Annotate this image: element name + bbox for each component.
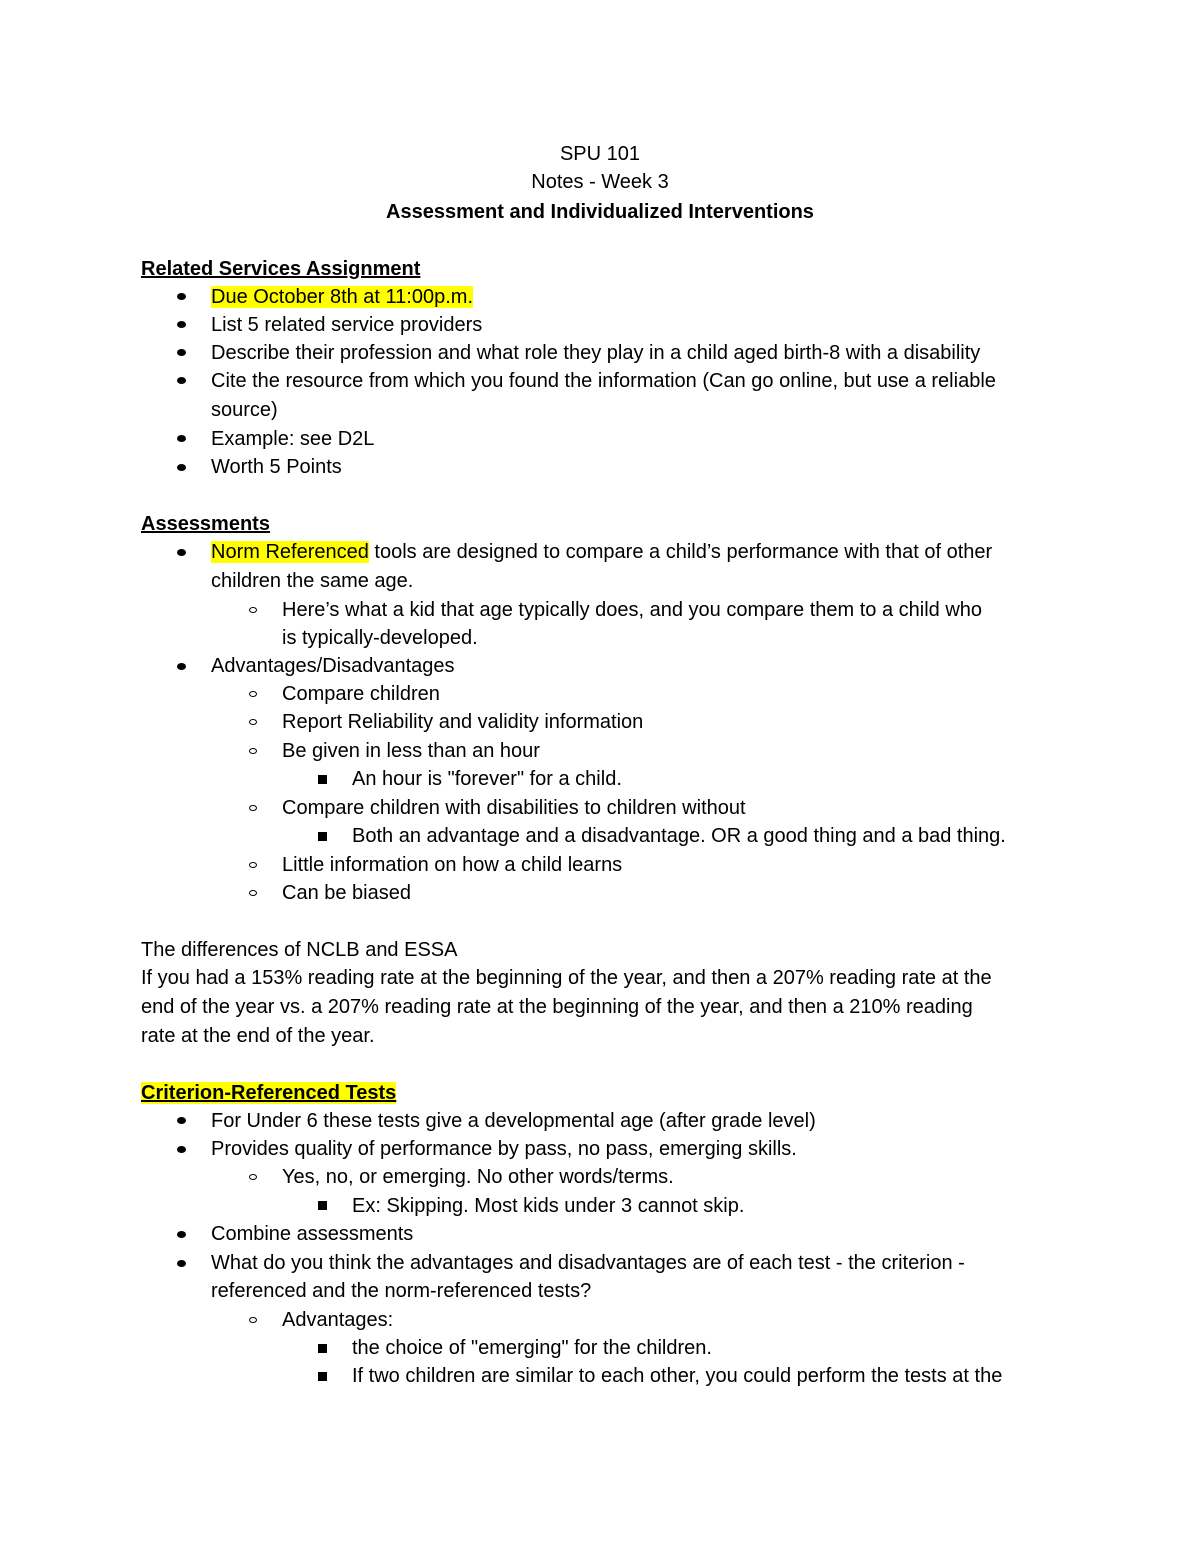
bullet-disc-icon: [177, 663, 186, 670]
bullet-circle-icon: [249, 1317, 257, 1323]
list-item: Describe their profession and what role they play in a child aged birth-8 with a disability: [211, 342, 981, 364]
bullet-disc-icon: [177, 1260, 186, 1267]
list-item: Provides quality of performance by pass, no pass, emerging skills.: [211, 1138, 797, 1160]
list-item: Can be biased: [282, 882, 411, 904]
list-item: Example: see D2L: [211, 428, 375, 450]
bullet-disc-icon: [177, 377, 186, 384]
bullet-disc-icon: [177, 1117, 186, 1124]
bullet-circle-icon: [249, 805, 257, 811]
bullet-circle-icon: [249, 607, 257, 613]
bullet-square-icon: [318, 1201, 327, 1210]
bullet-disc-icon: [177, 464, 186, 471]
list-item: If two children are similar to each other, you could perform the tests at the: [352, 1365, 1003, 1387]
list-item: List 5 related service providers: [211, 314, 483, 336]
list-item: Norm Referenced tools are designed to compare a child’s performance with that of other: [211, 541, 993, 563]
bullet-circle-icon: [249, 1174, 257, 1180]
bullet-disc-icon: [177, 1146, 186, 1153]
list-item: Both an advantage and a disadvantage. OR a good thing and a bad thing.: [352, 825, 1006, 847]
bullet-disc-icon: [177, 349, 186, 356]
list-item: Advantages:: [282, 1309, 394, 1331]
list-item-continuation: referenced and the norm-referenced tests?: [211, 1280, 592, 1302]
paragraph-line: The differences of NCLB and ESSA: [141, 939, 458, 961]
list-item: Little information on how a child learns: [282, 854, 623, 876]
assessments-heading: Assessments: [141, 513, 270, 535]
related-services-heading: Related Services Assignment: [141, 258, 421, 280]
norm-referenced-highlight: Norm Referenced: [211, 541, 369, 563]
notes-subtitle: Notes - Week 3: [531, 171, 669, 193]
list-item: Yes, no, or emerging. No other words/terms.: [282, 1166, 674, 1188]
list-item: Cite the resource from which you found the information (Can go online, but use a reliable: [211, 370, 996, 392]
bullet-circle-icon: [249, 691, 257, 697]
bullet-circle-icon: [249, 719, 257, 725]
paragraph-line: rate at the end of the year.: [141, 1025, 375, 1047]
list-item: Compare children: [282, 683, 440, 705]
list-item: An hour is "forever" for a child.: [352, 768, 622, 790]
course-code: SPU 101: [559, 143, 641, 165]
list-item-continuation: source): [211, 399, 278, 421]
paragraph-line: end of the year vs. a 207% reading rate at the beginning of the year, and then a 210% reading: [141, 996, 973, 1018]
list-item-continuation: children the same age.: [211, 570, 414, 592]
list-item: Worth 5 Points: [211, 456, 342, 478]
criterion-heading: Criterion-Referenced Tests: [141, 1082, 397, 1104]
bullet-square-icon: [318, 1344, 327, 1353]
bullet-disc-icon: [177, 293, 186, 300]
bullet-circle-icon: [249, 862, 257, 868]
list-item: What do you think the advantages and disadvantages are of each test - the criterion -: [211, 1252, 965, 1274]
bullet-square-icon: [318, 775, 327, 784]
list-item: Combine assessments: [211, 1223, 414, 1245]
document-title: Assessment and Individualized Interventions: [386, 201, 814, 223]
list-item: the choice of "emerging" for the children.: [352, 1337, 712, 1359]
bullet-circle-icon: [249, 890, 257, 896]
list-item: Compare children with disabilities to children without: [282, 797, 746, 819]
list-item: Report Reliability and validity information: [282, 711, 644, 733]
bullet-disc-icon: [177, 435, 186, 442]
bullet-disc-icon: [177, 549, 186, 556]
list-item: Be given in less than an hour: [282, 740, 540, 762]
bullet-square-icon: [318, 832, 327, 841]
bullet-circle-icon: [249, 748, 257, 754]
list-item: Advantages/Disadvantages: [211, 655, 455, 677]
list-item: Due October 8th at 11:00p.m.: [211, 286, 474, 308]
list-item-continuation: is typically-developed.: [282, 627, 478, 649]
bullet-square-icon: [318, 1372, 327, 1381]
bullet-disc-icon: [177, 321, 186, 328]
list-item: Ex: Skipping. Most kids under 3 cannot skip.: [352, 1195, 745, 1217]
bullet-disc-icon: [177, 1231, 186, 1238]
paragraph-line: If you had a 153% reading rate at the beginning of the year, and then a 207% reading rate at the: [141, 967, 992, 989]
list-item: Here’s what a kid that age typically does, and you compare them to a child who: [282, 599, 983, 621]
list-item: For Under 6 these tests give a developmental age (after grade level): [211, 1110, 816, 1132]
